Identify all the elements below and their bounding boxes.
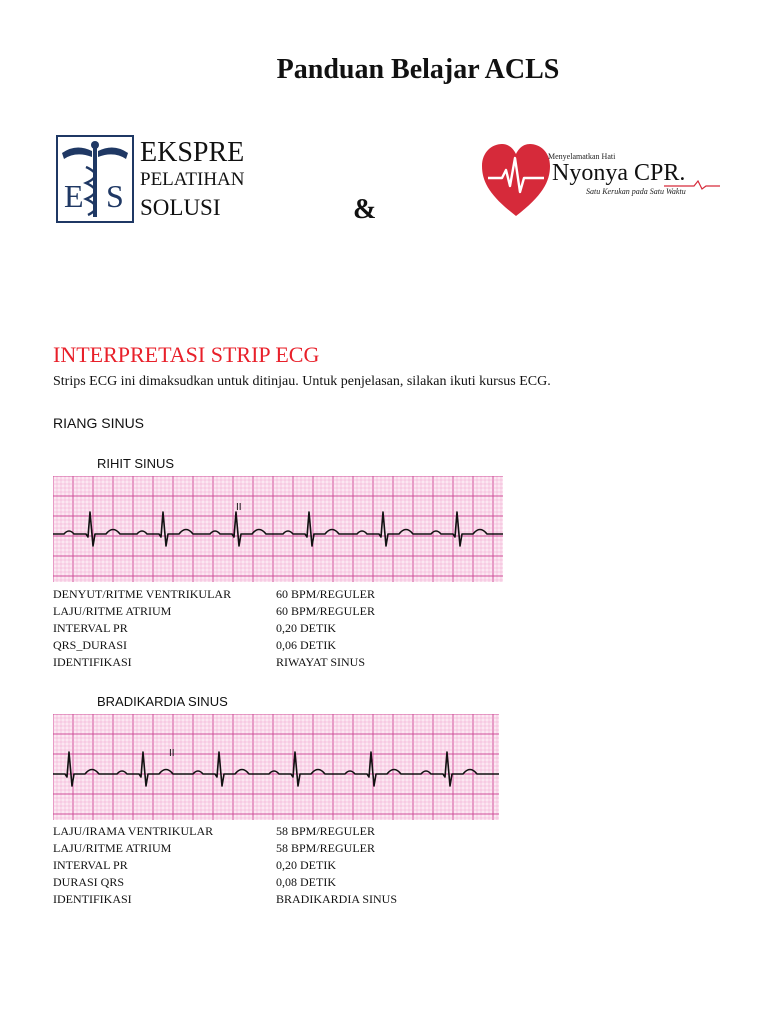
- logo-line-2: PELATIHAN: [140, 169, 245, 190]
- logo-line-1: EKSPRE: [140, 137, 245, 168]
- reading-value: BRADIKARDIA SINUS: [276, 892, 398, 906]
- reading-row: [53, 603, 473, 620]
- caduceus-icon: [56, 135, 134, 223]
- lead-label: II: [169, 748, 175, 759]
- svg-text:S: S: [106, 178, 124, 214]
- reading-key: INTERVAL PR: [53, 858, 128, 872]
- strip-readings: [53, 823, 473, 908]
- reading-value: 0,20 DETIK: [276, 858, 336, 872]
- reading-value: 60 BPM/REGULER: [276, 604, 376, 618]
- svg-text:E: E: [64, 178, 84, 214]
- reading-key: LAJU/RITME ATRIUM: [53, 841, 172, 855]
- reading-value: 58 BPM/REGULER: [276, 841, 376, 855]
- strip-title: RIHIT SINUS: [97, 456, 175, 471]
- reading-row: [53, 654, 473, 671]
- reading-row: [53, 891, 473, 908]
- reading-row: [53, 637, 473, 654]
- ampersand: &: [353, 194, 377, 225]
- reading-key: IDENTIFIKASI: [53, 655, 132, 669]
- reading-row: [53, 857, 473, 874]
- ecg-strip: [53, 476, 503, 582]
- reading-row: [53, 874, 473, 891]
- reading-row: [53, 840, 473, 857]
- reading-value: RIWAYAT SINUS: [276, 655, 366, 669]
- section-title: INTERPRETASI STRIP ECG: [53, 342, 320, 367]
- section-subhead: RIANG SINUS: [53, 415, 145, 431]
- ecg-strip: [53, 714, 499, 820]
- page-title: Panduan Belajar ACLS: [276, 54, 560, 85]
- reading-value: 60 BPM/REGULER: [276, 587, 376, 601]
- reading-key: INTERVAL PR: [53, 621, 128, 635]
- logo-tagline-bottom: Satu Kerukan pada Satu Waktu: [586, 187, 686, 196]
- reading-key: IDENTIFIKASI: [53, 892, 132, 906]
- reading-row: [53, 620, 473, 637]
- heart-icon: [480, 142, 552, 220]
- reading-key: LAJU/RITME ATRIUM: [53, 604, 172, 618]
- nyonya-cpr-logo: [480, 140, 722, 222]
- logo-brand: Nyonya CPR.: [552, 160, 686, 186]
- reading-key: QRS_DURASI: [53, 638, 128, 652]
- intro-text: Strips ECG ini dimaksudkan untuk ditinjau. Untuk penjelasan, silakan ikuti kursus ECG.: [53, 374, 551, 389]
- logo-line-3: SOLUSI: [140, 195, 221, 220]
- reading-key: DENYUT/RITME VENTRIKULAR: [53, 587, 232, 601]
- reading-value: 58 BPM/REGULER: [276, 824, 376, 838]
- lead-label: II: [236, 502, 242, 513]
- reading-row: [53, 823, 473, 840]
- reading-key: DURASI QRS: [53, 875, 125, 889]
- logo-tagline-top: Menyelamatkan Hati: [548, 152, 616, 161]
- reading-value: 0,20 DETIK: [276, 621, 336, 635]
- reading-row: [53, 586, 473, 603]
- express-training-logo: [56, 135, 245, 223]
- strip-title: BRADIKARDIA SINUS: [97, 694, 228, 709]
- strip-readings: [53, 586, 473, 671]
- reading-value: 0,08 DETIK: [276, 875, 336, 889]
- ecg-line-icon: [664, 180, 720, 190]
- reading-key: LAJU/IRAMA VENTRIKULAR: [53, 824, 214, 838]
- reading-value: 0,06 DETIK: [276, 638, 336, 652]
